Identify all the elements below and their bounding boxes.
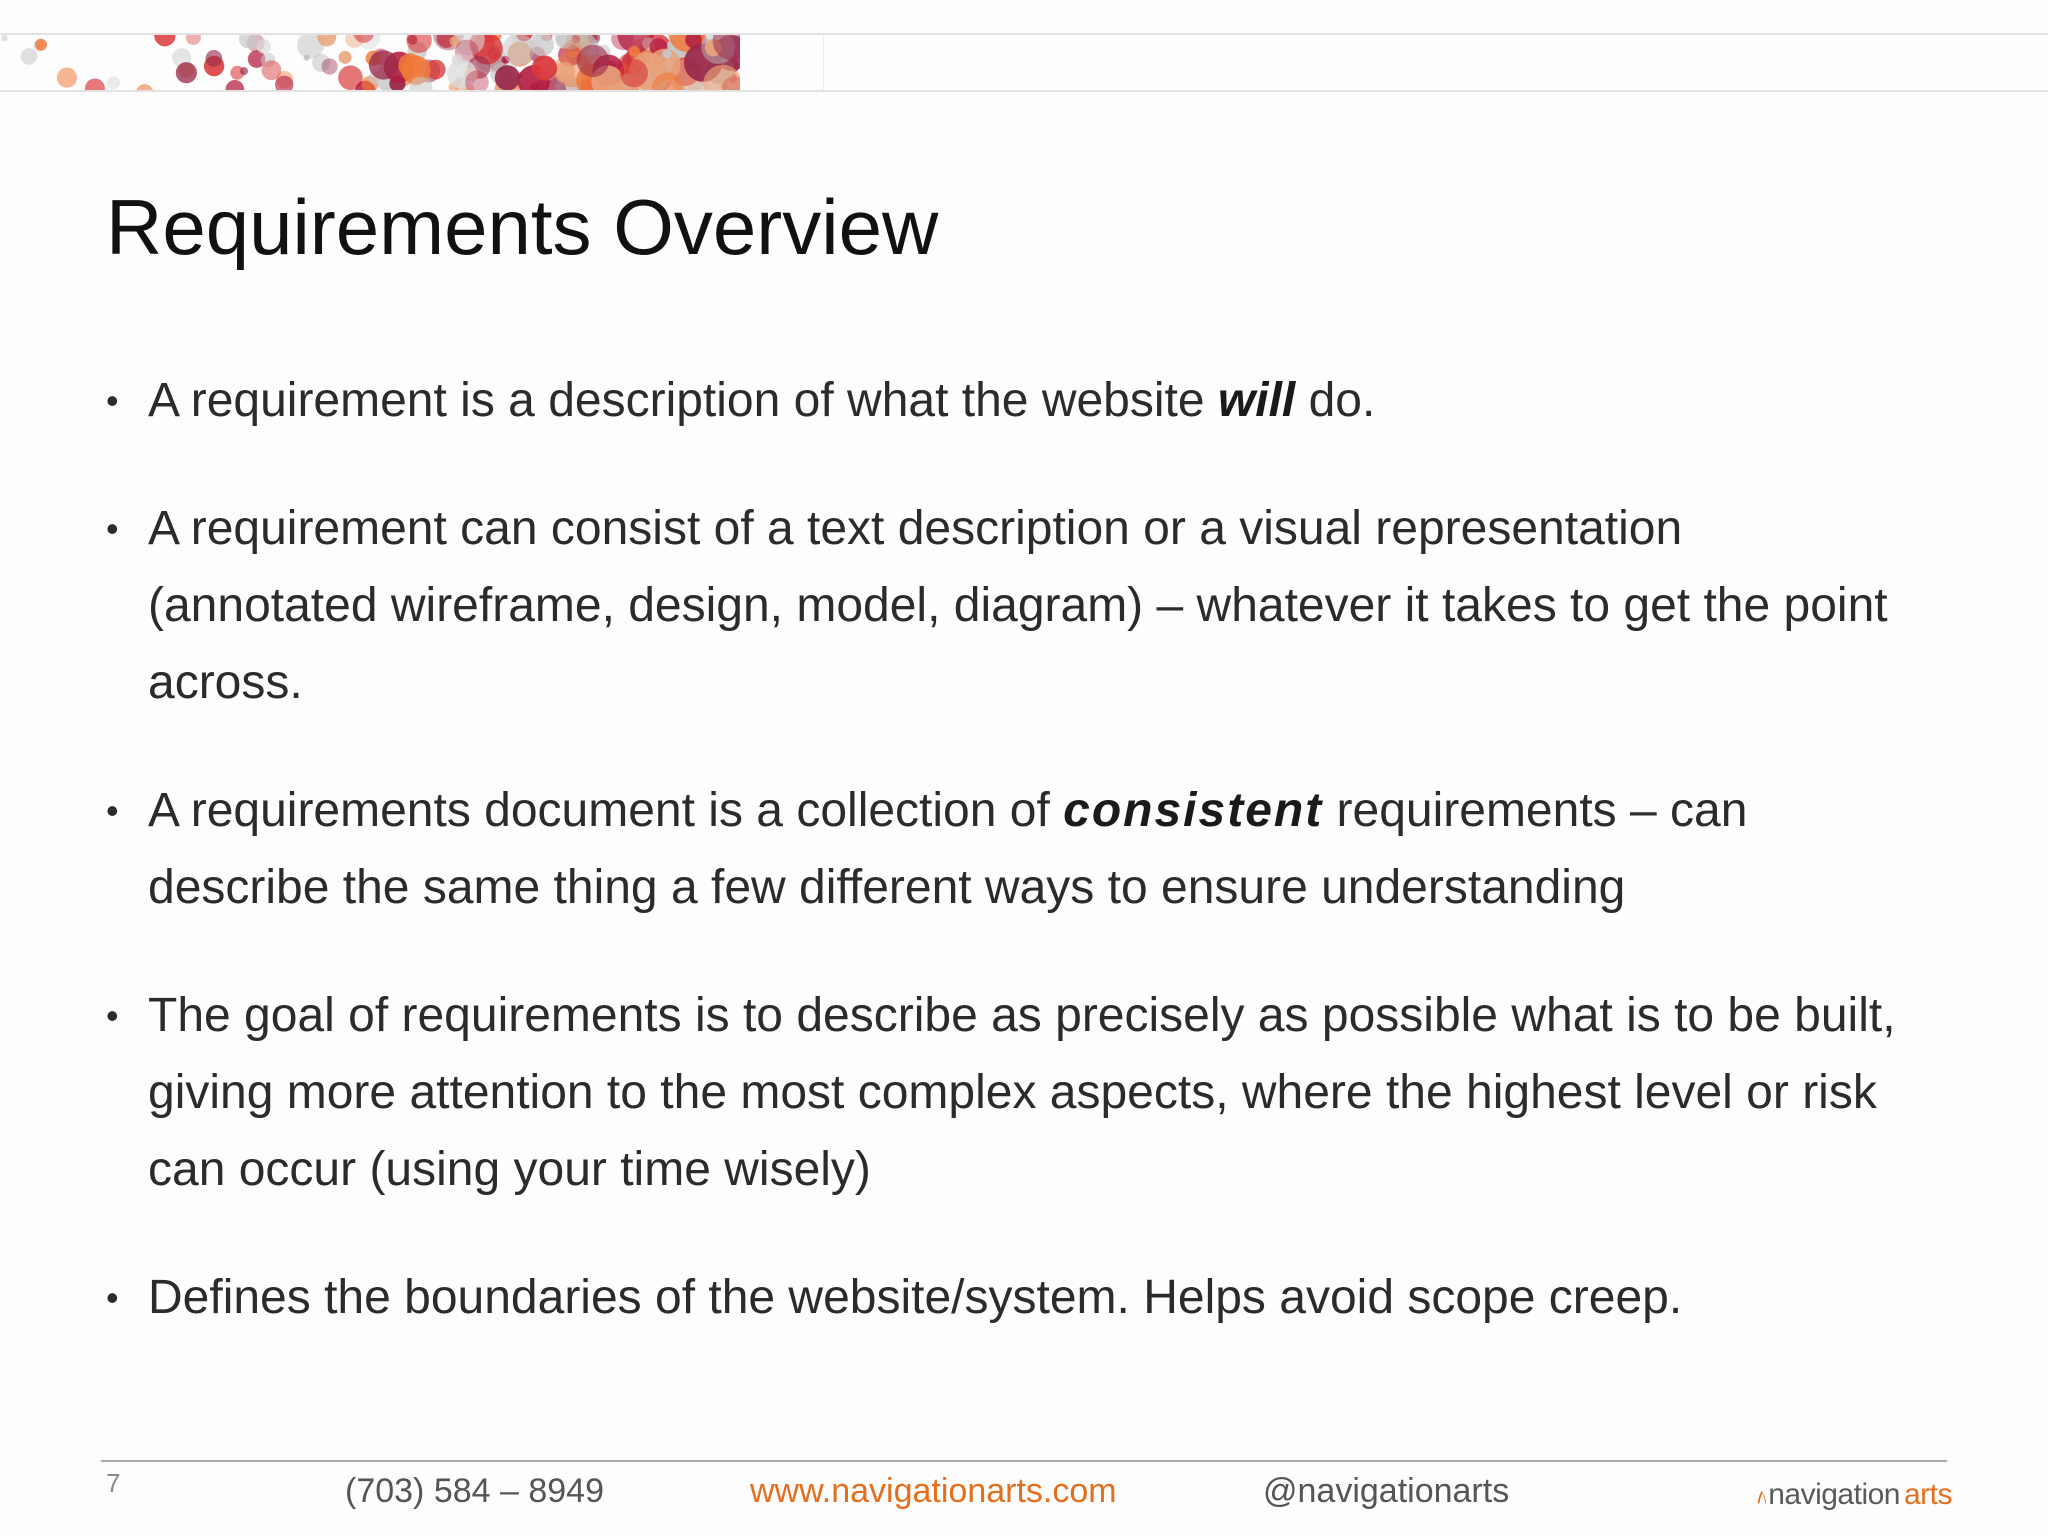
dots-graphic bbox=[0, 35, 740, 91]
decorative-dots-banner bbox=[0, 35, 740, 91]
decorative-dot bbox=[495, 65, 520, 90]
bullet-dot-icon: • bbox=[106, 1277, 119, 1318]
decorative-dot bbox=[577, 45, 609, 77]
bullet-text: A requirement is a description of what the website bbox=[148, 374, 1218, 427]
footer-website-link[interactable]: www.navigationarts.com bbox=[750, 1472, 1117, 1510]
bullet-emphasis: will bbox=[1217, 374, 1296, 427]
bullet-text: requirements – can describe the same thing a few different ways to ensure understanding bbox=[148, 784, 1748, 914]
logo-word-navigation: navigation bbox=[1768, 1478, 1900, 1511]
bullet-emphasis: consistent bbox=[1063, 784, 1324, 837]
decorative-dot bbox=[107, 76, 120, 89]
decorative-dot bbox=[629, 46, 640, 57]
decorative-dot bbox=[35, 39, 47, 51]
decorative-dot bbox=[554, 62, 575, 83]
decorative-dot bbox=[532, 56, 557, 81]
decorative-dot bbox=[240, 67, 248, 75]
header-bottom-rule bbox=[0, 90, 2048, 92]
bullet-item bbox=[106, 772, 1906, 926]
bullet-text: The goal of requirements is to describe as precisely as possible what is to be built, giving more attention to the most complex aspects, where the highest level or risk can occur (using your time wisely) bbox=[148, 989, 1896, 1196]
page-number: 7 bbox=[106, 1468, 121, 1498]
decorative-dot bbox=[369, 50, 398, 79]
decorative-dot bbox=[176, 62, 197, 83]
bullet-text: A requirements document is a collection of bbox=[148, 784, 1064, 837]
bullet-dot-icon: • bbox=[106, 508, 119, 549]
bullet-item bbox=[106, 490, 1906, 721]
footer-social-handle: @navigationarts bbox=[1263, 1472, 1510, 1510]
decorative-dot bbox=[154, 35, 175, 46]
decorative-dot bbox=[206, 50, 223, 67]
footer-phone: (703) 584 – 8949 bbox=[345, 1472, 604, 1510]
decorative-dot bbox=[262, 60, 282, 80]
bullet-text: Defines the boundaries of the website/system. Helps avoid scope creep. bbox=[148, 1271, 1683, 1324]
decorative-dot bbox=[21, 48, 38, 65]
decorative-dot bbox=[620, 59, 648, 87]
bullet-dot-icon: • bbox=[106, 995, 119, 1036]
logo-word-arts: arts bbox=[1903, 1478, 1952, 1511]
slide-title: Requirements Overview bbox=[106, 183, 939, 271]
company-logo bbox=[1757, 1472, 1952, 1514]
bullet-item bbox=[106, 362, 1906, 439]
decorative-dot bbox=[186, 35, 201, 45]
decorative-dot bbox=[57, 68, 77, 88]
bullet-text: A requirement can consist of a text description or a visual representation (annotated wireframe, design, model, diagram) – whatever it takes to get the point across. bbox=[148, 502, 1888, 709]
bullet-text: do. bbox=[1295, 374, 1376, 427]
bullet-dot-icon: • bbox=[106, 380, 119, 421]
bullet-dot-icon: • bbox=[106, 790, 119, 831]
decorative-dot bbox=[1, 35, 8, 42]
decorative-dot bbox=[304, 55, 310, 61]
decorative-dot bbox=[662, 49, 671, 58]
navigationarts-sail-icon bbox=[1757, 1480, 1766, 1514]
bullet-item bbox=[106, 1259, 1906, 1336]
bullet-list bbox=[106, 362, 1906, 1336]
header-divider bbox=[823, 35, 824, 91]
decorative-dot bbox=[256, 39, 271, 54]
decorative-dot bbox=[322, 58, 338, 74]
bullet-item bbox=[106, 977, 1906, 1208]
footer-rule bbox=[101, 1460, 1947, 1462]
decorative-dot bbox=[339, 51, 352, 64]
